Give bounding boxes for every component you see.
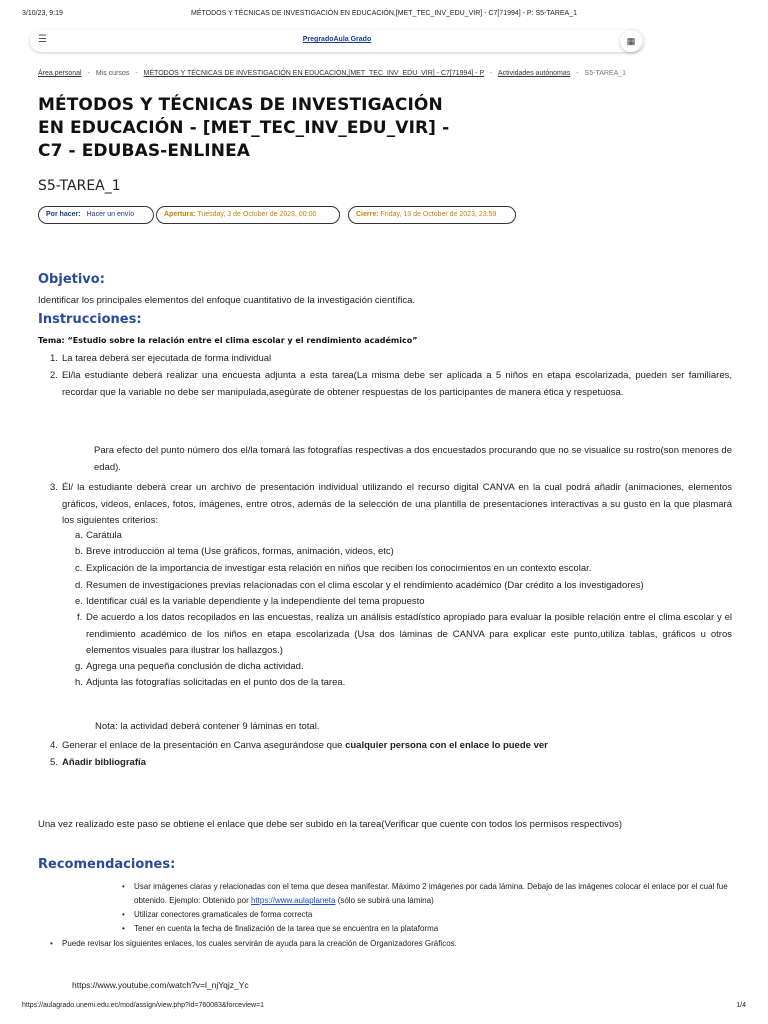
instruction-item-4-bold: cualquier persona con el enlace lo puede ver (345, 740, 548, 751)
hamburger-icon[interactable]: ☰ (38, 34, 47, 45)
aulaplaneta-link[interactable]: https://www.aulaplaneta (250, 896, 336, 905)
page-number: 1/4 (736, 1002, 746, 1009)
item-number: 2. (50, 370, 58, 381)
sub-letter: f. (77, 612, 83, 623)
sub-letter: e. (75, 596, 83, 607)
breadcrumb-courses[interactable]: Mis cursos (95, 70, 130, 77)
criterion-item: Explicación de la importancia de investigar esta relación en niños que reciben los conocimientos en un contexto escolar. (86, 563, 592, 574)
instruction-item-1: La tarea deberá ser ejecutada de forma individual (62, 353, 272, 364)
instruction-item-4 (62, 738, 732, 755)
footer-url: https://aulagrado.unemi.edu.ec/mod/assign/view.php?id=760083&forceview=1 (22, 1002, 265, 1009)
opening-badge (156, 206, 340, 224)
breadcrumb-current: S5-TAREA_1 (584, 70, 627, 77)
breadcrumb (38, 70, 626, 77)
recommendation-item (134, 880, 734, 908)
print-date: 3/10/23, 9:19 (22, 10, 63, 17)
todo-badge (38, 206, 154, 224)
sub-letter: b. (75, 546, 83, 557)
youtube-url[interactable]: https://www.youtube.com/watch?v=l_njYqjz_Yc (72, 980, 249, 990)
breadcrumb-section[interactable]: Actividades autónomas (497, 70, 571, 77)
item-number: 5. (50, 757, 58, 768)
closing-label: Cierre: (356, 211, 379, 218)
brand-link[interactable]: PregradoAula Grado (302, 36, 372, 43)
opening-label: Apertura: (164, 211, 196, 218)
closing-text: Una vez realizado este paso se obtiene el enlace que debe ser subido en la tarea(Verificar que cuente con todos los permisos respectivos) (38, 819, 623, 830)
todo-value: Hacer un envío (86, 211, 135, 218)
print-title: MÉTODOS Y TÉCNICAS DE INVESTIGACIÓN EN EDUCACIÓN,[MET_TEC_INV_EDU_VIR] - C7[71994] - P: S5-TAREA_1 (190, 10, 577, 17)
recommendation-item: • Puede revisar los siguientes enlaces, los cuales servirán de ayuda para la creación de Organizadores Gráficos. (62, 937, 732, 951)
item-number: 4. (50, 740, 58, 751)
criterion-item: De acuerdo a los datos recopilados en las encuestas, realiza un análisis estadístico apropiado para evaluar la posible relación entre el clima escolar y el rendimiento académico de los niños en etapa escolarizada (Usa dos láminas de CANVA para explicar este punto,utiliza tablas, gráficos u otros elementos visuales para ilustrar los hallazgos.) (86, 612, 732, 656)
slides-note: Nota: la actividad deberá contener 9 láminas en total. (95, 721, 320, 732)
criterion-item: Agrega una pequeña conclusión de dicha actividad. (86, 661, 304, 672)
instruction-item-3: Él/ la estudiante deberá crear un archivo de presentación individual utilizando el recurso digital CANVA en la cual podrá añadir (animaciones, elementos gráficos, videos, enlaces, fotos, imágenes, entre otros, además de la selección de una plantilla de presentaciones interactivas a su gusto en la que plasmará los siguientes criterios: (62, 482, 732, 526)
grid-icon[interactable]: ▦ (620, 30, 642, 52)
sub-letter: c. (75, 563, 83, 574)
sub-letter: g. (75, 661, 83, 672)
instruction-item-4-text: Generar el enlace de la presentación en Canva asegurándose que (62, 740, 346, 751)
sub-letter: a. (75, 530, 83, 541)
breadcrumb-separator: - (135, 70, 138, 77)
objetivo-text: Identificar los principales elementos del enfoque cuantitativo de la investigación científica. (38, 295, 416, 306)
recommendation-item: • Utilizar conectores gramaticales de forma correcta (134, 908, 734, 922)
sub-letter: h. (75, 677, 83, 688)
criterion-item: Identificar cuál es la variable dependiente y la independiente del tema propuesto (86, 596, 425, 607)
criterion-item: Carátula (86, 530, 122, 541)
breadcrumb-home[interactable]: Área personal (38, 70, 82, 77)
top-navbar (30, 30, 644, 52)
print-header (22, 10, 746, 22)
closing-value: Friday, 13 de October de 2023, 23:59 (380, 211, 497, 218)
instrucciones-heading: Instrucciones: (38, 312, 142, 327)
recomendaciones-heading: Recomendaciones: (38, 857, 176, 872)
breadcrumb-separator: - (490, 70, 493, 77)
opening-value: Tuesday, 3 de October de 2023, 00:00 (197, 211, 317, 218)
item-number: 3. (50, 482, 58, 493)
criterion-item: Breve introducción al tema (Use gráficos, formas, animación, videos, etc) (86, 546, 394, 557)
breadcrumb-separator: - (87, 70, 90, 77)
item-number: 1. (50, 353, 58, 364)
course-title: MÉTODOS Y TÉCNICAS DE INVESTIGACIÓN EN EDUCACIÓN - [MET_TEC_INV_EDU_VIR] - C7 - EDUBAS-ENLINEA (38, 95, 450, 161)
instruction-item-5: Añadir bibliografía (62, 757, 146, 768)
recommendation-item: • Tener en cuenta la fecha de finalización de la tarea que se encuentra en la plataforma (134, 922, 734, 936)
instruction-item-2: El/la estudiante deberá realizar una encuesta adjunta a esta tarea(La misma debe ser aplicada a 5 niños en etapa escolarizada, pueden ser familiares, recordar que la variable no debe ser manipulada,asegúrate de obtener respuestas de los participantes de manera ética y respetuosa. (62, 370, 732, 398)
todo-label: Por hacer: (46, 211, 81, 218)
instruction-item-2-note: Para efecto del punto número dos el/la tomará las fotografías respectivas a dos encuestados procurando que no se visualice su rostro(son menores de edad). (94, 445, 732, 473)
tema-text: Tema: “Estudio sobre la relación entre el clima escolar y el rendimiento académico” (38, 336, 418, 345)
closing-badge (348, 206, 516, 224)
recommendation-text: Usar imágenes claras y relacionadas con el tema que desea manifestar. Máximo 2 imágenes por cada lámina. Debajo de las imágenes colocar el enlace por el cual fue obtenido. Ejemplo: Obtenido por (134, 882, 728, 905)
recommendation-text: (sólo se subirá una lámina) (335, 896, 434, 905)
objetivo-heading: Objetivo: (38, 272, 105, 287)
criterion-item: Resumen de investigaciones previas relacionadas con el clima escolar y el rendimiento académico (Dar crédito a los investigadores) (86, 580, 644, 591)
breadcrumb-separator: - (576, 70, 579, 77)
criterion-item: Adjunta las fotografías solicitadas en el punto dos de la tarea. (86, 677, 346, 688)
sub-letter: d. (75, 580, 83, 591)
task-title: S5-TAREA_1 (38, 178, 121, 194)
breadcrumb-course[interactable]: MÉTODOS Y TÉCNICAS DE INVESTIGACIÓN EN EDUCACIÓN,[MET_TEC_INV_EDU_VIR] - C7[71994] - P (143, 70, 485, 77)
print-footer (22, 1002, 746, 1009)
